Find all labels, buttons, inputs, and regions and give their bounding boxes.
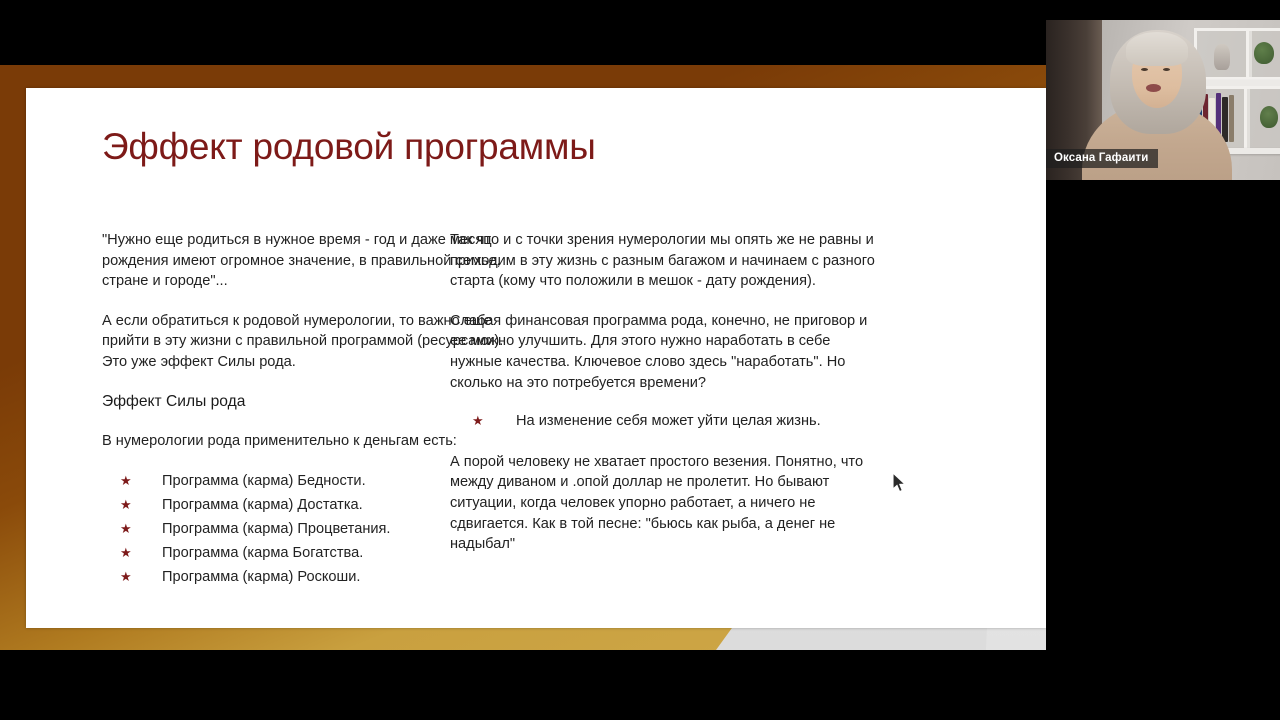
left-bullet-list [102, 471, 506, 588]
star-icon: ★ [472, 413, 484, 429]
plant-decor-2 [1260, 106, 1278, 128]
right-paragraph-1: Так что и с точки зрения нумерологии мы опять же не равны и приходим в эту жизнь с разным багажом и начинаем с разного старта (кому что положили в мешок - дату рождения). [450, 232, 875, 290]
plant-decor-1 [1254, 42, 1274, 64]
right-column [450, 230, 878, 574]
list-item [102, 543, 506, 564]
figurine-decor [1214, 44, 1230, 70]
book-5 [1222, 97, 1228, 142]
list-item-label: На изменение себя может уйти целая жизнь. [516, 413, 821, 430]
left-subline: В нумерологии рода применительно к деньгам есть: [102, 433, 457, 450]
right-paragraph-2: Слабая финансовая программа рода, конечно, не приговор и ее можно улучшить. Для этого нужно наработать в себе нужные качества. Ключевое слово здесь "наработать". Но сколько на это потребуется времени? [450, 312, 868, 391]
list-item [102, 519, 506, 540]
right-paragraph-3: А порой человеку не хватает простого везения. Понятно, что между диваном и .опой доллар не пролетит. Но бывают ситуации, когда человек упорно работает, а ничего не сдвигается. Как в той песне: "бьюсь как рыба, а денег не надыбал" [450, 453, 864, 553]
slide-content [26, 88, 1046, 628]
webcam-video-tile[interactable] [1046, 20, 1280, 180]
star-icon: ★ [120, 520, 132, 536]
list-item-label: Программа (карма Богатства. [162, 545, 364, 562]
person-eye-left [1141, 68, 1148, 71]
list-item [450, 411, 878, 432]
slide-title: Эффект родовой программы [102, 126, 596, 167]
left-paragraph-2: А если обратиться к родовой нумерологии, то важно еще прийти в эту жизни с правильной программой (ресурсами). Это уже эффект Силы рода. [102, 312, 504, 370]
right-bullet-list [450, 411, 878, 432]
star-icon: ★ [120, 496, 132, 512]
left-paragraph-1: "Нужно еще родиться в нужное время - год и даже месяц рождения имеют огромное значение, в правильной семье, стране и городе"... [102, 232, 501, 290]
list-item-label: Программа (карма) Достатка. [162, 496, 363, 513]
list-item-label: Программа (карма) Бедности. [162, 472, 366, 489]
slide-page [26, 88, 1046, 628]
list-item [102, 567, 506, 588]
person-eye-right [1163, 68, 1170, 71]
person-hair-fringe [1126, 32, 1188, 66]
list-item-label: Программа (карма) Процветания. [162, 520, 391, 537]
book-6 [1229, 95, 1234, 142]
left-column [102, 230, 506, 591]
star-icon: ★ [120, 472, 132, 488]
list-item [102, 471, 506, 492]
person-mouth [1146, 84, 1161, 92]
left-subheading: Эффект Силы рода [102, 392, 246, 410]
list-item [102, 495, 506, 516]
list-item-label: Программа (карма) Роскоши. [162, 569, 361, 586]
participant-name-label: Оксана Гафаити [1046, 149, 1158, 168]
star-icon: ★ [120, 545, 132, 561]
star-icon: ★ [120, 569, 132, 585]
